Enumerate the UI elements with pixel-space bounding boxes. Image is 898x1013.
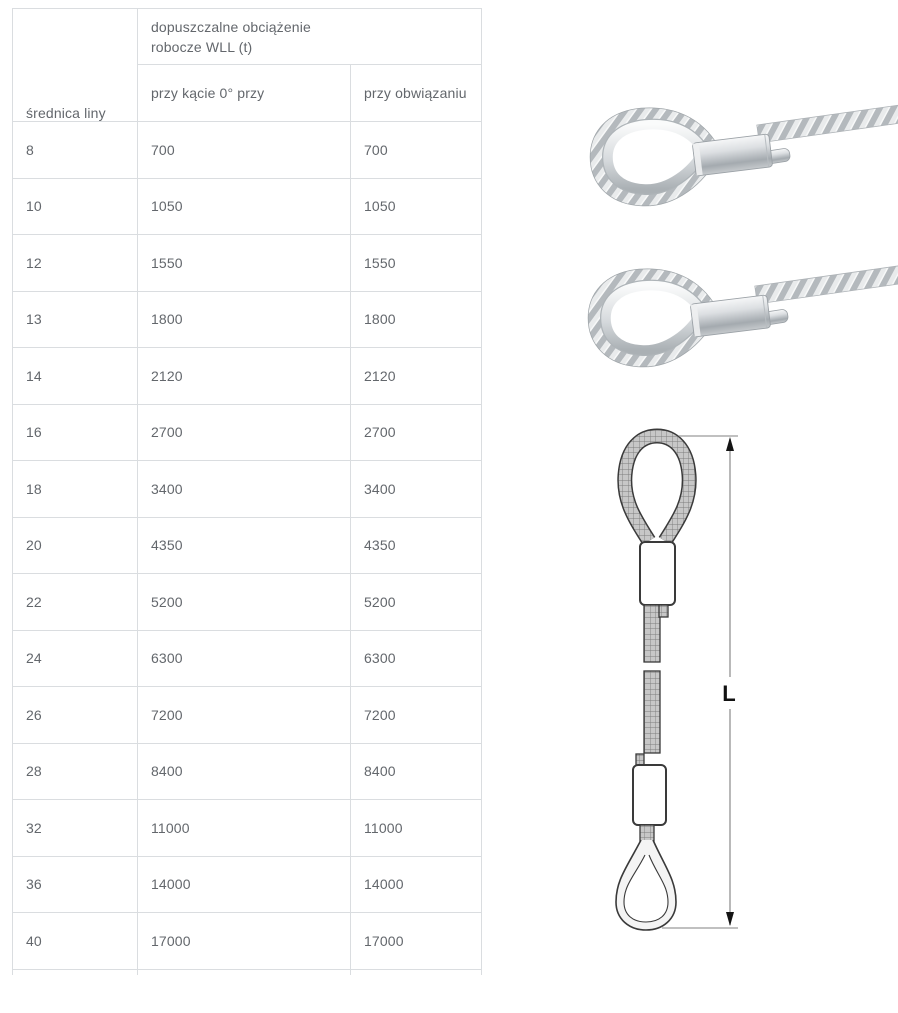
- cell-diameter: [13, 969, 138, 975]
- table-row: [13, 630, 482, 687]
- cell-diameter: 28: [13, 743, 138, 800]
- cell-wll-choke: 4350: [351, 517, 482, 574]
- diagram-rope-segment-a: [644, 605, 660, 662]
- cell-wll-choke: 700: [351, 122, 482, 179]
- table-row-truncated: [13, 969, 482, 975]
- cell-wll-choke: 1800: [351, 291, 482, 348]
- wll-table: [12, 8, 482, 975]
- dimension-line: [662, 436, 738, 928]
- cell-wll-choke: 11000: [351, 800, 482, 857]
- cell-diameter: 14: [13, 348, 138, 405]
- cell-wll-choke: 14000: [351, 856, 482, 913]
- diagram-rope-segment-c: [640, 825, 654, 841]
- table-row: [13, 178, 482, 235]
- cell-wll-angle0: 1050: [138, 178, 351, 235]
- cell-wll-angle0: 11000: [138, 800, 351, 857]
- diagram-bottom-eye: [616, 840, 676, 930]
- cell-diameter: 24: [13, 630, 138, 687]
- table-row: [13, 348, 482, 405]
- table-row: [13, 461, 482, 518]
- cell-wll-choke: 8400: [351, 743, 482, 800]
- cell-diameter: 36: [13, 856, 138, 913]
- header-wll-caption: [138, 9, 482, 65]
- cell-wll-choke: 3400: [351, 461, 482, 518]
- table-row: [13, 122, 482, 179]
- cell-wll-angle0: 8400: [138, 743, 351, 800]
- header-rope-diameter: średnica liny: [13, 9, 138, 122]
- table-row: [13, 856, 482, 913]
- cell-wll-choke: 1550: [351, 235, 482, 292]
- diagram-dead-end-stub-bottom: [636, 754, 644, 765]
- dimension-label: L: [722, 681, 736, 706]
- cell-diameter: 10: [13, 178, 138, 235]
- cell-wll-choke: [351, 969, 482, 975]
- header-wll-choke: przy obwiązaniu: [351, 65, 482, 122]
- table-row: [13, 235, 482, 292]
- rope-sling-photo-2: [558, 248, 898, 374]
- table-row: [13, 913, 482, 970]
- cell-wll-angle0: 2120: [138, 348, 351, 405]
- cell-wll-angle0: 14000: [138, 856, 351, 913]
- diagram-ferrule-top: [640, 542, 675, 605]
- rope-sling-photo-1: [560, 93, 898, 211]
- cell-wll-angle0: 5200: [138, 574, 351, 631]
- cell-wll-angle0: 1550: [138, 235, 351, 292]
- table-row: [13, 800, 482, 857]
- diagram-ferrule-bottom: [633, 765, 666, 825]
- cell-wll-choke: 17000: [351, 913, 482, 970]
- cell-wll-choke: 1050: [351, 178, 482, 235]
- cell-wll-choke: 7200: [351, 687, 482, 744]
- diagram-top-eye: [625, 436, 689, 541]
- cell-wll-angle0: 17000: [138, 913, 351, 970]
- table-row: [13, 743, 482, 800]
- cell-wll-choke: 2700: [351, 404, 482, 461]
- cell-wll-angle0: 6300: [138, 630, 351, 687]
- cell-diameter: 32: [13, 800, 138, 857]
- diagram-rope-segment-b: [644, 671, 660, 753]
- cell-wll-angle0: 4350: [138, 517, 351, 574]
- header-wll-angle0: przy kącie 0° przy: [138, 65, 351, 122]
- cell-wll-choke: 6300: [351, 630, 482, 687]
- cell-wll-angle0: 700: [138, 122, 351, 179]
- cell-wll-angle0: 7200: [138, 687, 351, 744]
- arrow-up-icon: [726, 437, 734, 451]
- table-row: [13, 404, 482, 461]
- wll-table-container: [12, 8, 483, 975]
- sling-length-diagram: [595, 425, 755, 970]
- cell-diameter: 40: [13, 913, 138, 970]
- wll-caption-line-1: dopuszczalne obciążenie: [151, 18, 311, 35]
- cell-diameter: 13: [13, 291, 138, 348]
- cell-diameter: 18: [13, 461, 138, 518]
- wll-table-body: [13, 122, 482, 976]
- table-row: [13, 517, 482, 574]
- cell-diameter: 20: [13, 517, 138, 574]
- diagram-dead-end-stub-top: [659, 605, 668, 617]
- table-row: [13, 291, 482, 348]
- cell-wll-choke: 2120: [351, 348, 482, 405]
- table-row: [13, 687, 482, 744]
- table-header-row-1: [13, 9, 482, 65]
- cell-diameter: 12: [13, 235, 138, 292]
- cell-diameter: 22: [13, 574, 138, 631]
- arrow-down-icon: [726, 912, 734, 926]
- cell-diameter: 26: [13, 687, 138, 744]
- cell-wll-choke: 5200: [351, 574, 482, 631]
- cell-wll-angle0: 1800: [138, 291, 351, 348]
- cell-wll-angle0: 3400: [138, 461, 351, 518]
- table-row: [13, 574, 482, 631]
- cell-diameter: 16: [13, 404, 138, 461]
- cell-diameter: 8: [13, 122, 138, 179]
- cell-wll-angle0: [138, 969, 351, 975]
- wll-caption-line-2: robocze WLL (t): [151, 38, 253, 55]
- cell-wll-angle0: 2700: [138, 404, 351, 461]
